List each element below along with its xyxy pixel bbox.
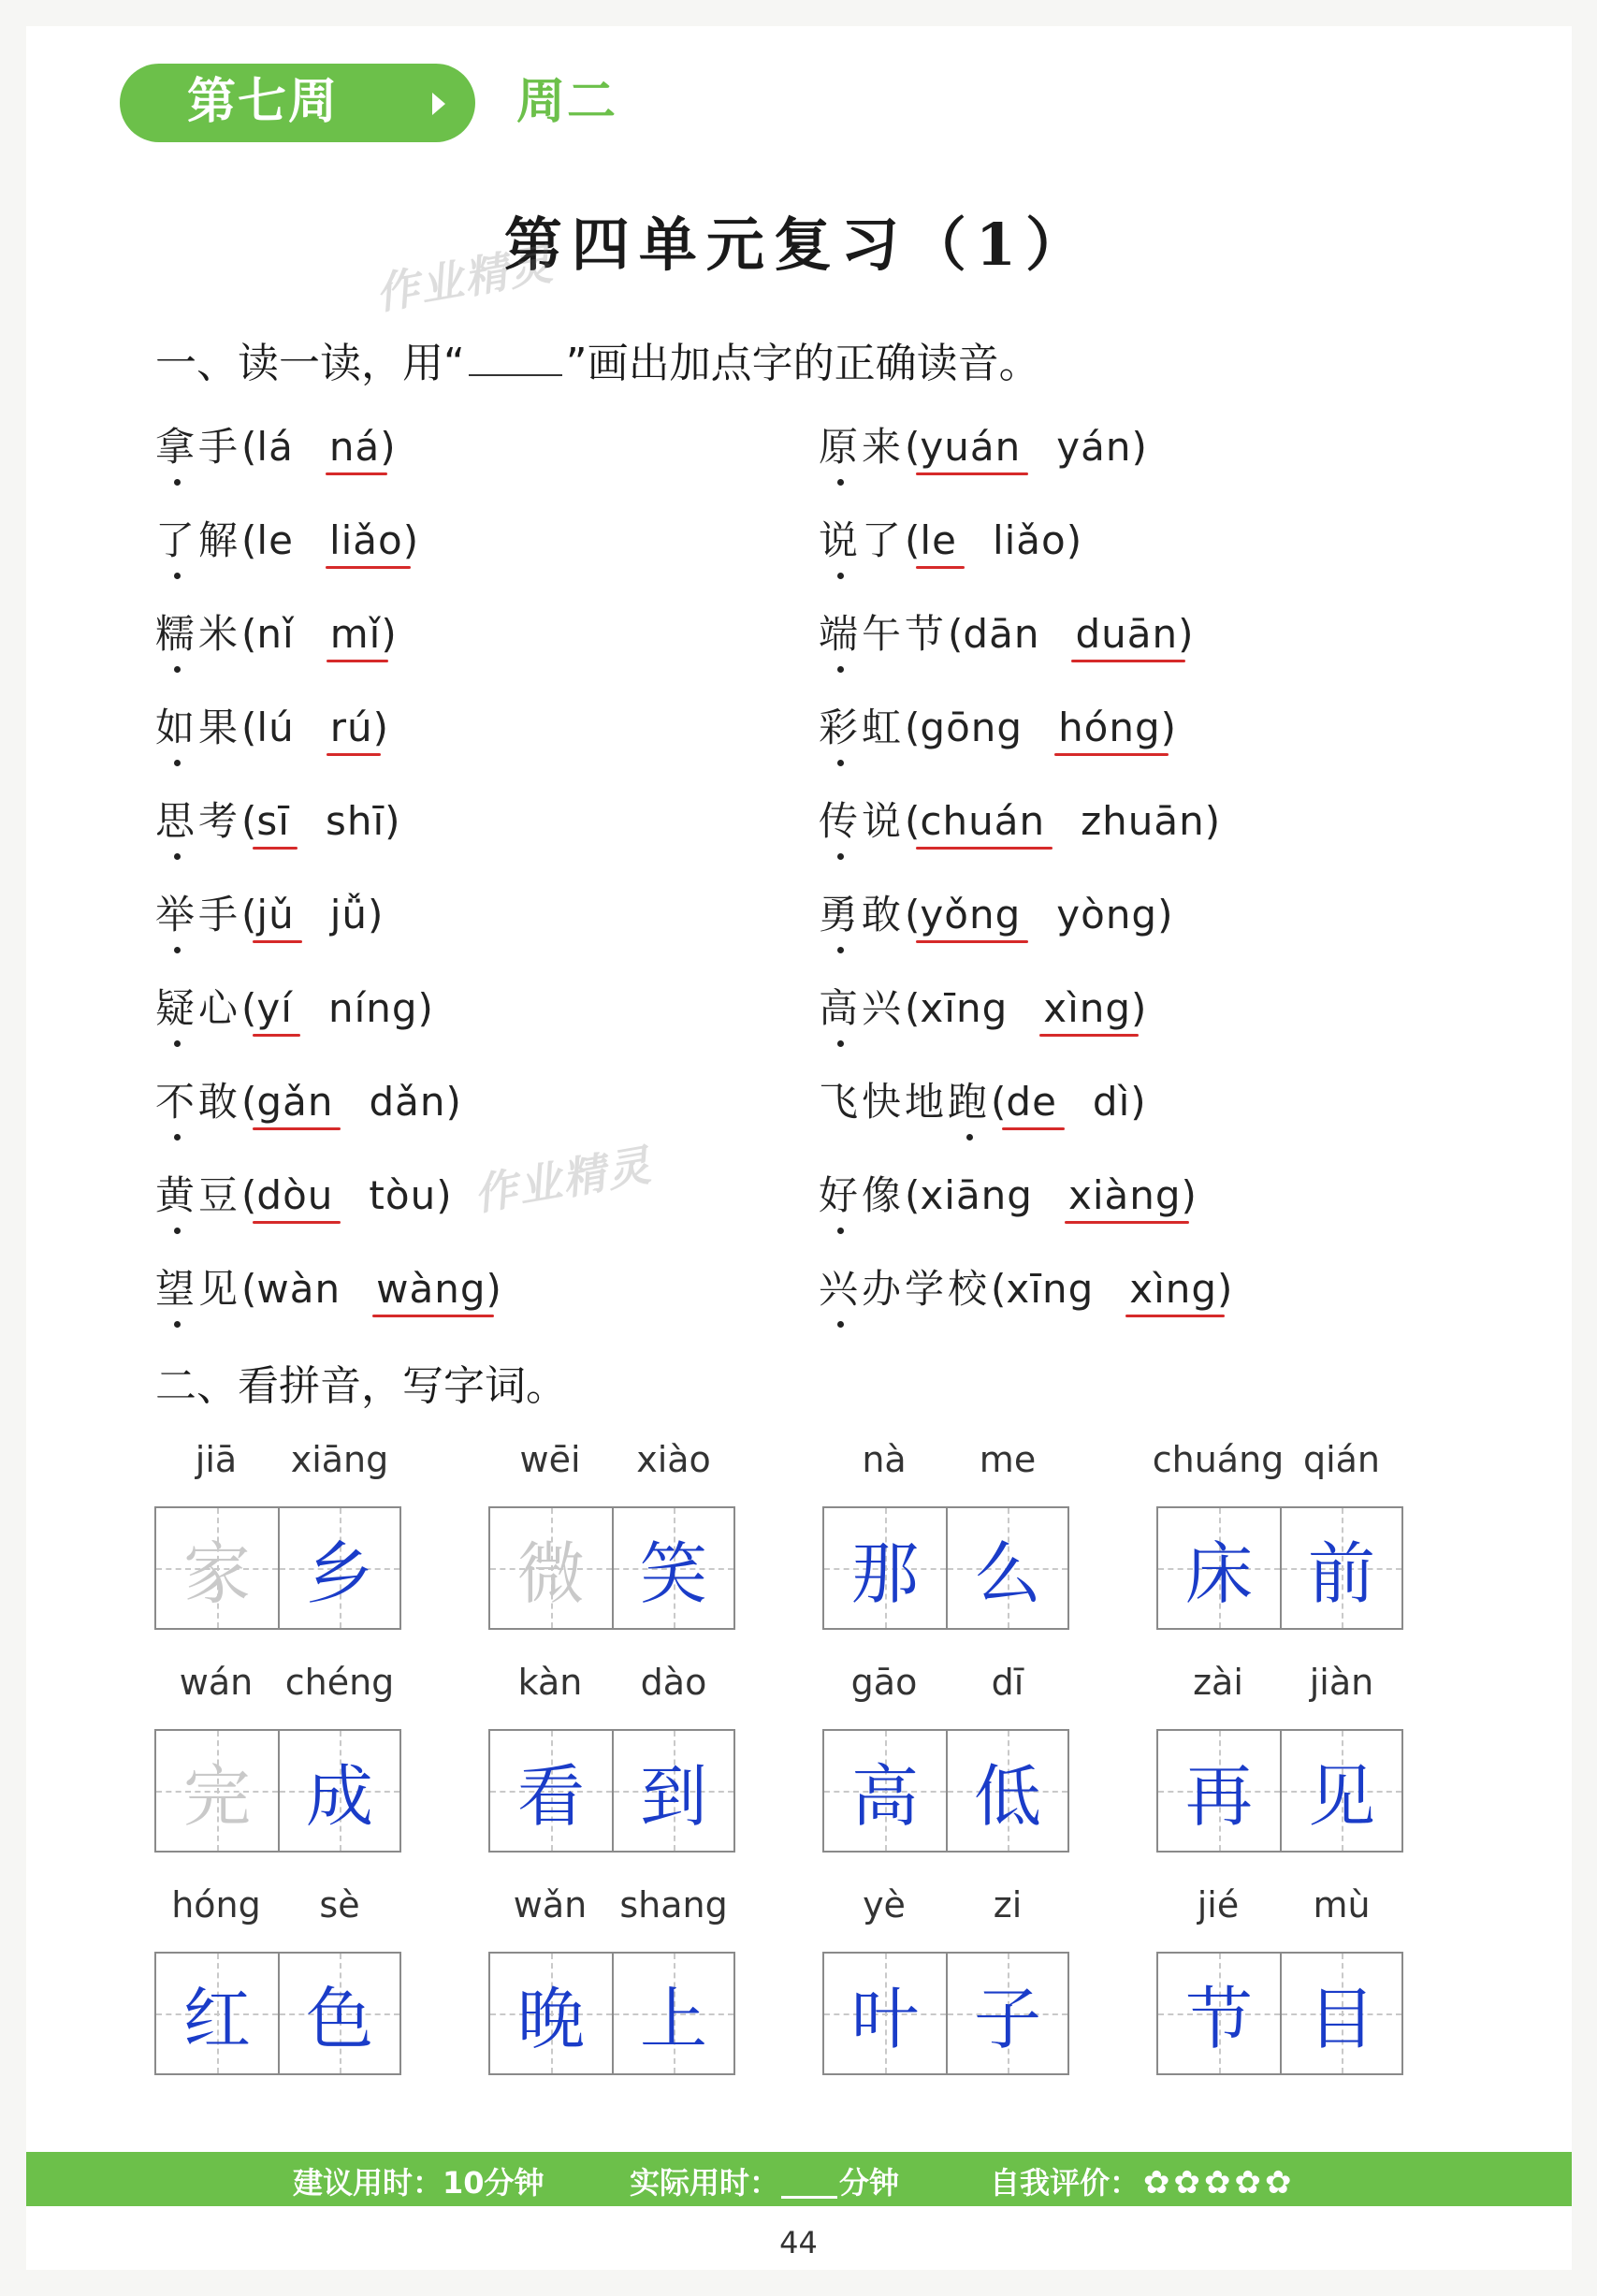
dotted-character: 兴 [819,1258,862,1315]
word [155,416,241,472]
writing-cell[interactable] [1280,1508,1401,1628]
character: 见 [198,1266,242,1312]
reading-item [819,1258,1232,1324]
word [155,1165,241,1221]
paren-close: ) [1157,892,1173,937]
paren-close: ) [402,517,419,563]
word [155,791,241,847]
paren-open: ( [241,798,257,844]
reading-item [155,1165,452,1230]
written-character: 笑 [639,1534,707,1613]
word [155,697,241,753]
written-character: 见 [1307,1757,1375,1836]
written-character: 目 [1307,1980,1375,2058]
character: 敢 [198,1079,242,1125]
character: 像 [862,1172,906,1218]
writing-cell[interactable] [1158,1508,1280,1628]
writing-grid [154,1952,401,2075]
paren-close: ) [1204,798,1221,844]
paren-open: ( [905,798,921,844]
pinyin-option[interactable]: dān [963,611,1040,657]
pinyin-option[interactable]: liǎo [992,517,1067,563]
pinyin-label: chéng [284,1662,395,1703]
word [155,603,241,660]
dotted-character: 飞快地 [819,1079,949,1125]
word [819,1165,905,1221]
word [819,978,905,1034]
pinyin-label: zi [993,1884,1023,1925]
character: 说 [862,798,906,844]
pinyin-option[interactable]: hóng [1058,705,1161,750]
paren-open: ( [905,892,921,937]
writing-cell[interactable] [278,1508,399,1628]
dotted-character: 举 [155,884,198,940]
character: 敢 [862,892,906,937]
word [155,1071,241,1127]
paren-close: ) [372,705,388,750]
pinyin-label: xiāng [290,1439,389,1480]
pinyin-option[interactable]: ná [328,424,381,470]
paren-open: ( [991,1079,1007,1125]
pinyin-label: sè [319,1884,360,1925]
writing-grid [822,1506,1069,1630]
pinyin-option[interactable]: wàn [256,1266,341,1312]
character: 手 [198,892,242,937]
pinyin-option[interactable]: xīng [920,985,1009,1031]
word [819,603,948,660]
pinyin-label: zài [1193,1662,1243,1703]
reading-item [819,416,1147,482]
pinyin-option[interactable]: dòu [256,1172,334,1218]
pinyin-option[interactable]: lá [256,424,294,470]
pinyin-option[interactable]: xiàng [1067,1172,1182,1218]
character: 办学校 [862,1266,992,1312]
paren-close: ) [1066,517,1082,563]
watermark: 作业精灵 [470,1139,656,1221]
writing-cell[interactable] [824,1954,946,2073]
writing-grid [1156,1952,1403,2075]
watermark: 作业精灵 [371,238,558,320]
page-number: 44 [779,2225,818,2260]
section-two-title: 二、看拼音，写字词。 [155,1362,567,1410]
pinyin-label: jié [1197,1884,1240,1925]
writing-cell[interactable] [1280,1954,1401,2073]
paren-close: ) [1178,611,1194,657]
pinyin-option[interactable]: duān [1075,611,1179,657]
paren-close: ) [486,1266,501,1312]
writing-grid [488,1506,735,1630]
pinyin-label: chuáng [1152,1439,1285,1480]
pinyin-label: wán [179,1662,254,1703]
writing-cell[interactable] [490,1954,612,2073]
paren-open: ( [241,611,257,657]
self-evaluation-label: 自我评价： [990,2165,1140,2201]
pinyin-option[interactable]: zhuān [1081,798,1205,844]
writing-cell[interactable] [156,1508,278,1628]
character: 跑 [948,1071,991,1127]
dotted-character: 勇 [819,884,862,940]
writing-grid [488,1729,735,1853]
pinyin-option[interactable]: níng [327,985,418,1031]
paren-close: ) [380,424,396,470]
written-character: 晚 [516,1980,585,2058]
pinyin-label: xiào [636,1439,711,1480]
writing-grid [1156,1729,1403,1853]
written-character: 前 [1307,1534,1375,1613]
character: 了 [862,517,906,563]
word [819,884,905,940]
character: 兴 [862,985,906,1031]
pinyin-option[interactable]: chuán [920,798,1046,844]
written-character: 看 [516,1757,585,1836]
reading-item [819,978,1146,1043]
pinyin-option[interactable]: dì [1092,1079,1131,1125]
pinyin-option[interactable]: xìng [1129,1266,1218,1312]
flower-icon[interactable]: ✿ [1234,2164,1262,2202]
writing-cell[interactable] [1158,1731,1280,1851]
written-character: 微 [516,1534,585,1613]
dotted-character: 高 [819,978,862,1034]
reading-item [819,884,1173,950]
paren-close: ) [385,798,400,844]
written-character: 么 [973,1534,1041,1613]
pinyin-option[interactable]: yòng [1056,892,1158,937]
written-character: 那 [850,1534,919,1613]
writing-grid [1156,1506,1403,1630]
written-character: 成 [305,1757,373,1836]
paren-open: ( [241,985,257,1031]
writing-cell[interactable] [946,1508,1067,1628]
dotted-character: 如 [155,697,198,753]
reading-item [155,1258,501,1324]
written-character: 再 [1184,1757,1253,1836]
character: 午节 [862,611,949,657]
character: 心 [198,985,242,1031]
reading-item [155,1071,461,1137]
day-label: 周二 [516,74,618,130]
dotted-character: 说 [819,510,862,566]
word [819,510,905,566]
writing-cell[interactable] [946,1731,1067,1851]
paren-close: ) [1131,424,1147,470]
paren-open: ( [241,1079,257,1125]
writing-cell[interactable] [824,1508,946,1628]
paren-close: ) [417,985,433,1031]
dotted-character: 传 [819,791,862,847]
paren-close: ) [1181,1172,1197,1218]
pinyin-option[interactable]: tòu [369,1172,437,1218]
reading-item [155,884,383,950]
paren-open: ( [241,424,257,470]
paren-close: ) [445,1079,461,1125]
paren-open: ( [905,517,921,563]
word [155,510,241,566]
dotted-character: 好 [819,1165,862,1221]
dotted-character: 思 [155,791,198,847]
arrow-right-icon [432,93,445,115]
pinyin-label: nà [862,1439,907,1480]
pinyin-option[interactable]: mǐ [329,611,382,657]
written-character: 完 [182,1757,251,1836]
pinyin-label: gāo [850,1662,918,1703]
pinyin-label: yè [863,1884,906,1925]
paren-open: ( [905,1172,921,1218]
character: 来 [862,424,906,470]
pinyin-label: me [979,1439,1037,1480]
character: 手 [198,424,242,470]
word [819,416,905,472]
reading-item [819,791,1220,856]
dotted-character: 糯 [155,603,198,660]
writing-cell[interactable] [612,1954,733,2073]
pinyin-option[interactable]: liǎo [328,517,403,563]
dotted-character: 了 [155,510,198,566]
word [819,697,905,753]
pinyin-option[interactable]: nǐ [256,611,295,657]
pinyin-label: mù [1313,1884,1371,1925]
paren-open: ( [905,705,921,750]
pinyin-label: dào [640,1662,707,1703]
pinyin-option[interactable]: gǎn [256,1079,334,1125]
written-character: 乡 [305,1534,373,1613]
suggested-time: 建议用时：10分钟 [293,2165,544,2201]
flower-icon[interactable]: ✿ [1204,2164,1231,2202]
paren-open: ( [241,1172,257,1218]
written-character: 子 [973,1980,1041,2058]
paren-close: ) [1217,1266,1233,1312]
paren-open: ( [241,892,257,937]
word [819,791,905,847]
paren-close: ) [436,1172,452,1218]
written-character: 床 [1184,1534,1253,1613]
paren-close: ) [1131,985,1147,1031]
flower-icon[interactable]: ✿ [1173,2164,1201,2202]
reading-item [819,603,1193,669]
written-character: 红 [182,1980,251,2058]
dotted-character: 不 [155,1071,198,1127]
dotted-character: 望 [155,1258,198,1315]
pinyin-label: kàn [517,1662,583,1703]
word [819,1258,991,1315]
character: 虹 [862,705,906,750]
pinyin-option[interactable]: de [1006,1079,1057,1125]
writing-cell[interactable] [278,1954,399,2073]
pinyin-label: hóng [171,1884,261,1925]
writing-cell[interactable] [156,1954,278,2073]
pinyin-option[interactable]: xìng [1043,985,1132,1031]
character: 解 [198,517,242,563]
word [155,884,241,940]
actual-time-label: 实际用时： [630,2165,780,2201]
writing-cell[interactable] [1280,1731,1401,1851]
character: 豆 [198,1172,242,1218]
dotted-character: 彩 [819,697,862,753]
reading-item [155,791,400,856]
pinyin-label: wǎn [513,1884,588,1925]
writing-cell[interactable] [824,1731,946,1851]
paren-close: ) [1160,705,1177,750]
writing-cell[interactable] [490,1508,612,1628]
paren-close: ) [1130,1079,1146,1125]
paren-open: ( [905,424,921,470]
reading-item [155,416,396,482]
paren-open: ( [905,985,921,1031]
pinyin-option[interactable]: sī [256,798,290,844]
pinyin-option[interactable]: yí [256,985,293,1031]
writing-cell[interactable] [278,1731,399,1851]
section-one-title-post: ”画出加点字的正确读音。 [565,340,1040,387]
paren-close: ) [381,611,397,657]
written-character: 色 [305,1980,373,2058]
pinyin-option[interactable]: wàng [376,1266,486,1312]
word [155,1258,241,1315]
paren-open: ( [948,611,964,657]
page-title: 第四单元复习（1） [503,211,1094,279]
pinyin-option[interactable]: rú [329,705,373,750]
blank-line [469,356,562,376]
dotted-character: 原 [819,416,862,472]
pinyin-option[interactable]: xiāng [920,1172,1033,1218]
actual-time-unit: 分钟 [839,2165,900,2201]
writing-cell[interactable] [156,1731,278,1851]
writing-grid [488,1952,735,2075]
reading-item [155,978,433,1043]
pinyin-option[interactable]: yǒng [920,892,1022,937]
written-character: 低 [973,1757,1041,1836]
dotted-character: 拿 [155,416,198,472]
paren-open: ( [241,517,257,563]
week-label: 第七周 [187,74,340,130]
section-one-title [155,329,1040,389]
pinyin-option[interactable]: xīng [1006,1266,1095,1312]
paren-open: ( [991,1266,1007,1312]
reading-item [155,697,388,763]
pinyin-option[interactable]: le [256,517,294,563]
word [819,1071,991,1127]
dotted-character: 黄 [155,1165,198,1221]
pinyin-option[interactable]: dǎn [369,1079,446,1125]
reading-item [819,1165,1197,1230]
paren-open: ( [241,705,257,750]
flower-icon[interactable]: ✿ [1265,2164,1292,2202]
reading-item [819,1071,1146,1137]
reading-item [819,697,1176,763]
flower-icon[interactable]: ✿ [1143,2164,1170,2202]
footer-bar [26,2152,1572,2206]
character: 米 [198,611,242,657]
pinyin-label: shang [619,1884,728,1925]
character: 果 [198,705,242,750]
pinyin-option[interactable]: yuán [920,424,1022,470]
pinyin-label: jiàn [1309,1662,1374,1703]
written-character: 上 [639,1980,707,2058]
written-character: 家 [182,1534,251,1613]
writing-grid [154,1729,401,1853]
writing-grid [822,1729,1069,1853]
writing-cell[interactable] [946,1954,1067,2073]
pinyin-option[interactable]: jǚ [329,892,369,937]
writing-cell[interactable] [1158,1954,1280,2073]
dotted-character: 端 [819,603,862,660]
pinyin-option[interactable]: jǔ [256,892,295,937]
word [155,978,241,1034]
actual-time-blank[interactable] [781,2172,837,2199]
reading-item [819,510,1082,575]
actual-time [630,2159,899,2202]
reading-item [155,510,418,575]
pinyin-option[interactable]: shī [325,798,385,844]
reading-item [155,603,397,669]
written-character: 叶 [850,1980,919,2058]
writing-grid [822,1952,1069,2075]
paren-close: ) [368,892,384,937]
pinyin-label: dī [991,1662,1024,1703]
section-one-title-pre: 一、读一读，用“ [155,340,465,387]
pinyin-option[interactable]: yán [1056,424,1132,470]
paren-open: ( [241,1266,257,1312]
written-character: 高 [850,1757,919,1836]
self-evaluation [990,2159,1292,2202]
pinyin-option[interactable]: lú [256,705,295,750]
character: 考 [198,798,242,844]
pinyin-option[interactable]: le [920,517,957,563]
written-character: 节 [1184,1980,1253,2058]
writing-cell[interactable] [490,1731,612,1851]
writing-cell[interactable] [612,1731,733,1851]
pinyin-label: wēi [519,1439,581,1480]
written-character: 到 [639,1757,707,1836]
pinyin-label: qián [1302,1439,1381,1480]
dotted-character: 疑 [155,978,198,1034]
pinyin-label: jiā [195,1439,238,1480]
writing-cell[interactable] [612,1508,733,1628]
writing-grid [154,1506,401,1630]
pinyin-option[interactable]: gōng [920,705,1024,750]
